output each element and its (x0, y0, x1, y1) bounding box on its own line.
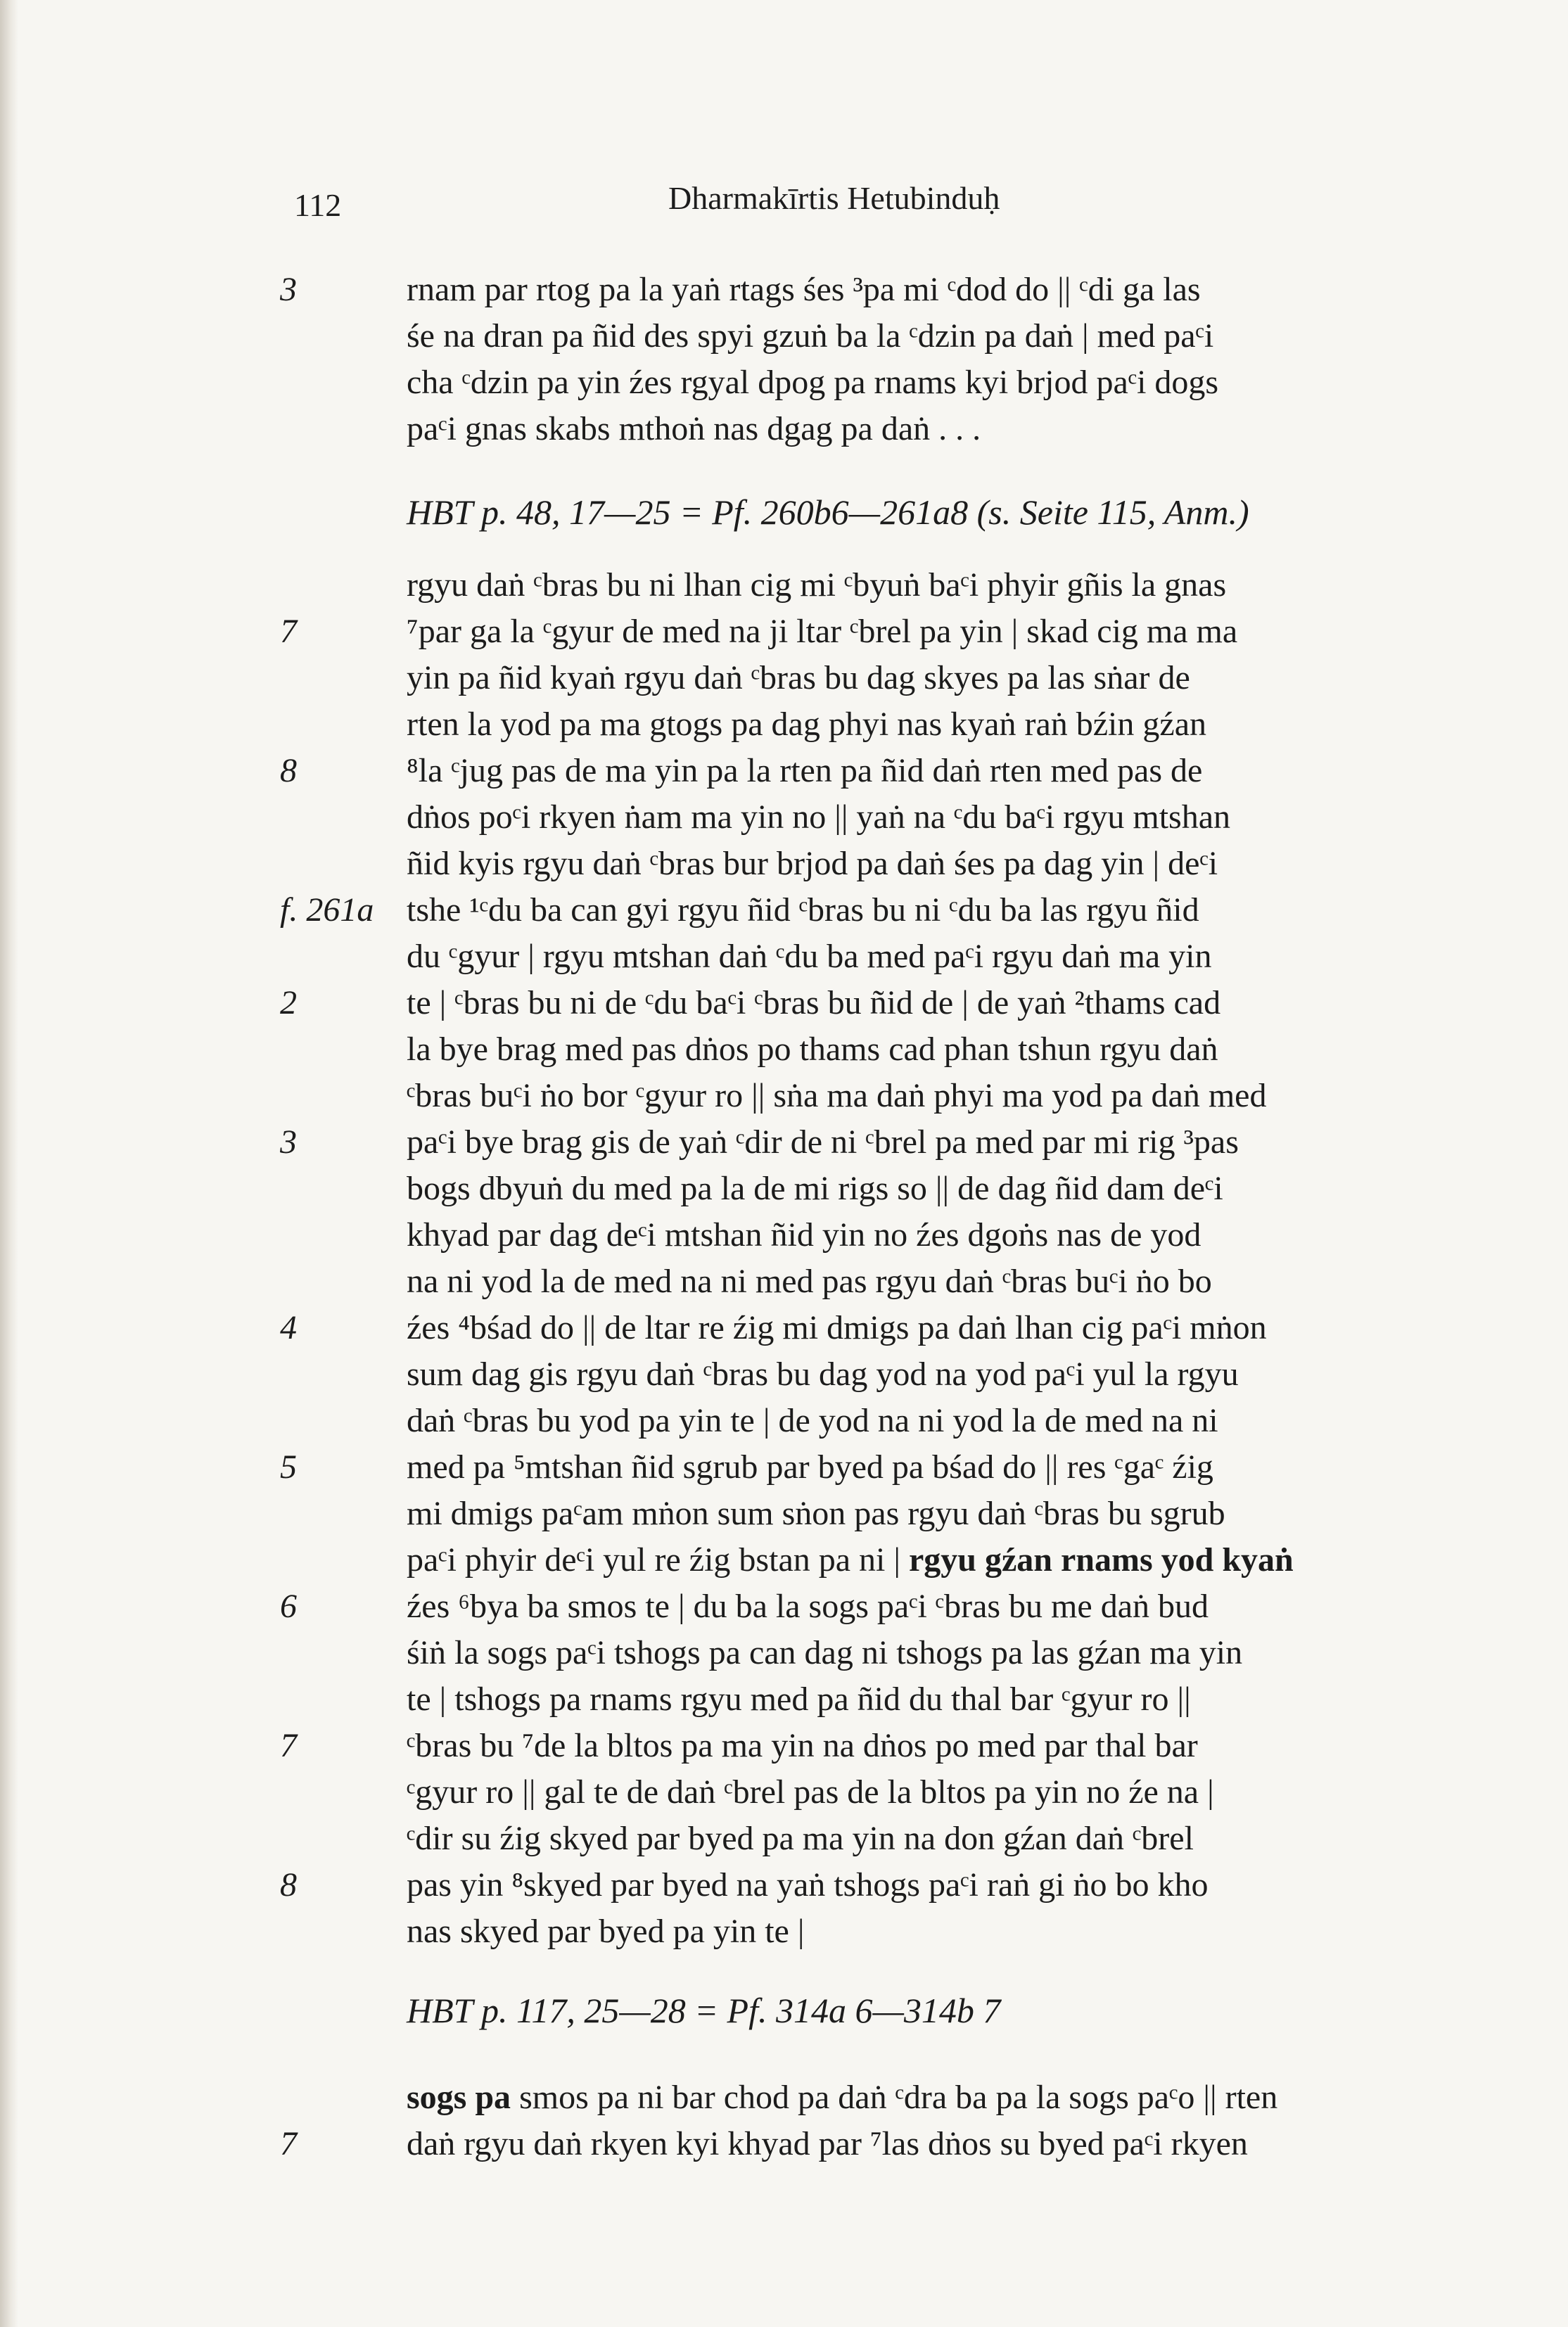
text-line: tshe ¹ᶜdu ba can gyi rgyu ñid ᶜbras bu ni ᶜdu ba las rgyu ñid (407, 891, 1199, 929)
text-line: ᶜgyur ro || gal te de daṅ ᶜbrel pas de la bltos pa yin no źe na | (407, 1773, 1214, 1811)
text-line: rten la yod pa ma gtogs pa dag phyi nas kyaṅ raṅ bźin gźan (407, 706, 1206, 743)
text-line: źes ⁴bśad do || de ltar re źig mi dmigs pa daṅ lhan cig paᶜi mṅon (407, 1309, 1267, 1346)
text-line: paᶜi phyir deᶜi yul re źig bstan pa ni | rgyu gźan rnams yod kyaṅ (407, 1541, 1294, 1579)
text-line: sum dag gis rgyu daṅ ᶜbras bu dag yod na yod paᶜi yul la rgyu (407, 1356, 1239, 1393)
text-line: dṅos poᶜi rkyen ṅam ma yin no || yaṅ na ᶜdu baᶜi rgyu mtshan (407, 798, 1231, 836)
text-line: ⁷par ga la ᶜgyur de med na ji ltar ᶜbrel pa yin | skad cig ma ma (407, 613, 1238, 650)
text-line: sogs pa smos pa ni bar chod pa daṅ ᶜdra ba pa la sogs paᶜo || rten (407, 2079, 1278, 2116)
text-line: paᶜi gnas skabs mthoṅ nas dgag pa daṅ . . . (407, 410, 981, 447)
margin-number: 7 (280, 2125, 297, 2162)
margin-number: 5 (280, 1448, 297, 1486)
section-heading: HBT p. 48, 17—25 = Pf. 260b6—261a8 (s. Seite 115, Anm.) (407, 492, 1249, 532)
text-line: yin pa ñid kyaṅ rgyu daṅ ᶜbras bu dag skyes pa las sṅar de (407, 659, 1190, 696)
text-line: śiṅ la sogs paᶜi tshogs pa can dag ni tshogs pa las gźan ma yin (407, 1634, 1243, 1671)
text-line: ᶜbras buᶜi ṅo bor ᶜgyur ro || sṅa ma daṅ phyi ma yod pa daṅ med (407, 1077, 1267, 1114)
running-title: Dharmakīrtis Hetubinduḥ (668, 180, 1000, 216)
margin-number: 6 (280, 1588, 297, 1625)
text-line: ⁸la ᶜjug pas de ma yin pa la rten pa ñid daṅ rten med pas de (407, 752, 1203, 789)
text-line: na ni yod la de med na ni med pas rgyu daṅ ᶜbras buᶜi ṅo bo (407, 1263, 1212, 1300)
margin-number: 8 (280, 752, 297, 789)
margin-number: 7 (280, 613, 297, 650)
text-line: cha ᶜdzin pa yin źes rgyal dpog pa rnams kyi brjod paᶜi dogs (407, 364, 1219, 401)
text-line: ñid kyis rgyu daṅ ᶜbras bur brjod pa daṅ śes pa dag yin | deᶜi (407, 845, 1218, 882)
margin-number: 2 (280, 984, 297, 1021)
text-line: mi dmigs paᶜam mṅon sum sṅon pas rgyu daṅ ᶜbras bu sgrub (407, 1495, 1225, 1532)
margin-number: 4 (280, 1309, 297, 1346)
text-line: te | ᶜbras bu ni de ᶜdu baᶜi ᶜbras bu ñid de | de yaṅ ²thams cad (407, 984, 1221, 1021)
text-line: bogs dbyuṅ du med pa la de mi rigs so || de dag ñid dam deᶜi (407, 1170, 1223, 1207)
text-line: paᶜi bye brag gis de yaṅ ᶜdir de ni ᶜbrel pa med par mi rig ³pas (407, 1123, 1239, 1161)
margin-number: 3 (280, 1123, 297, 1161)
scan-edge (0, 0, 18, 2327)
text-line: khyad par dag deᶜi mtshan ñid yin no źes dgoṅs nas de yod (407, 1216, 1202, 1254)
margin-number: 3 (280, 271, 297, 308)
text-line: rgyu daṅ ᶜbras bu ni lhan cig mi ᶜbyuṅ baᶜi phyir gñis la gnas (407, 566, 1227, 604)
text-line: ᶜdir su źig skyed par byed pa ma yin na don gźan daṅ ᶜbrel (407, 1820, 1194, 1857)
text-line: rnam par rtog pa la yaṅ rtags śes ³pa mi ᶜdod do || ᶜdi ga las (407, 271, 1201, 308)
margin-number: 8 (280, 1866, 297, 1904)
text-line: te | tshogs pa rnams rgyu med pa ñid du thal bar ᶜgyur ro || (407, 1681, 1191, 1718)
text-line: źes ⁶bya ba smos te | du ba la sogs paᶜi ᶜbras bu me daṅ bud (407, 1588, 1209, 1625)
margin-number: f. 261a (280, 891, 374, 929)
text-line: daṅ ᶜbras bu yod pa yin te | de yod na ni yod la de med na ni (407, 1402, 1218, 1439)
section-heading: HBT p. 117, 25—28 = Pf. 314a 6—314b 7 (407, 1991, 1001, 2030)
text-line: nas skyed par byed pa yin te | (407, 1913, 805, 1950)
text-line: du ᶜgyur | rgyu mtshan daṅ ᶜdu ba med paᶜi rgyu daṅ ma yin (407, 938, 1212, 975)
text-line: pas yin ⁸skyed par byed na yaṅ tshogs paᶜi raṅ gi ṅo bo kho (407, 1866, 1209, 1904)
text-line: ᶜbras bu ⁷de la bltos pa ma yin na dṅos po med par thal bar (407, 1727, 1198, 1764)
text-line: la bye brag med pas dṅos po thams cad phan tshun rgyu daṅ (407, 1031, 1218, 1068)
text-line: daṅ rgyu daṅ rkyen kyi khyad par ⁷las dṅos su byed paᶜi rkyen (407, 2125, 1248, 2162)
text-line: śe na dran pa ñid des spyi gzuṅ ba la ᶜdzin pa daṅ | med paᶜi (407, 317, 1214, 355)
text-line: med pa ⁵mtshan ñid sgrub par byed pa bśad do || res ᶜgaᶜ źig (407, 1448, 1213, 1486)
margin-number: 7 (280, 1727, 297, 1764)
page-number: 112 (294, 187, 342, 223)
